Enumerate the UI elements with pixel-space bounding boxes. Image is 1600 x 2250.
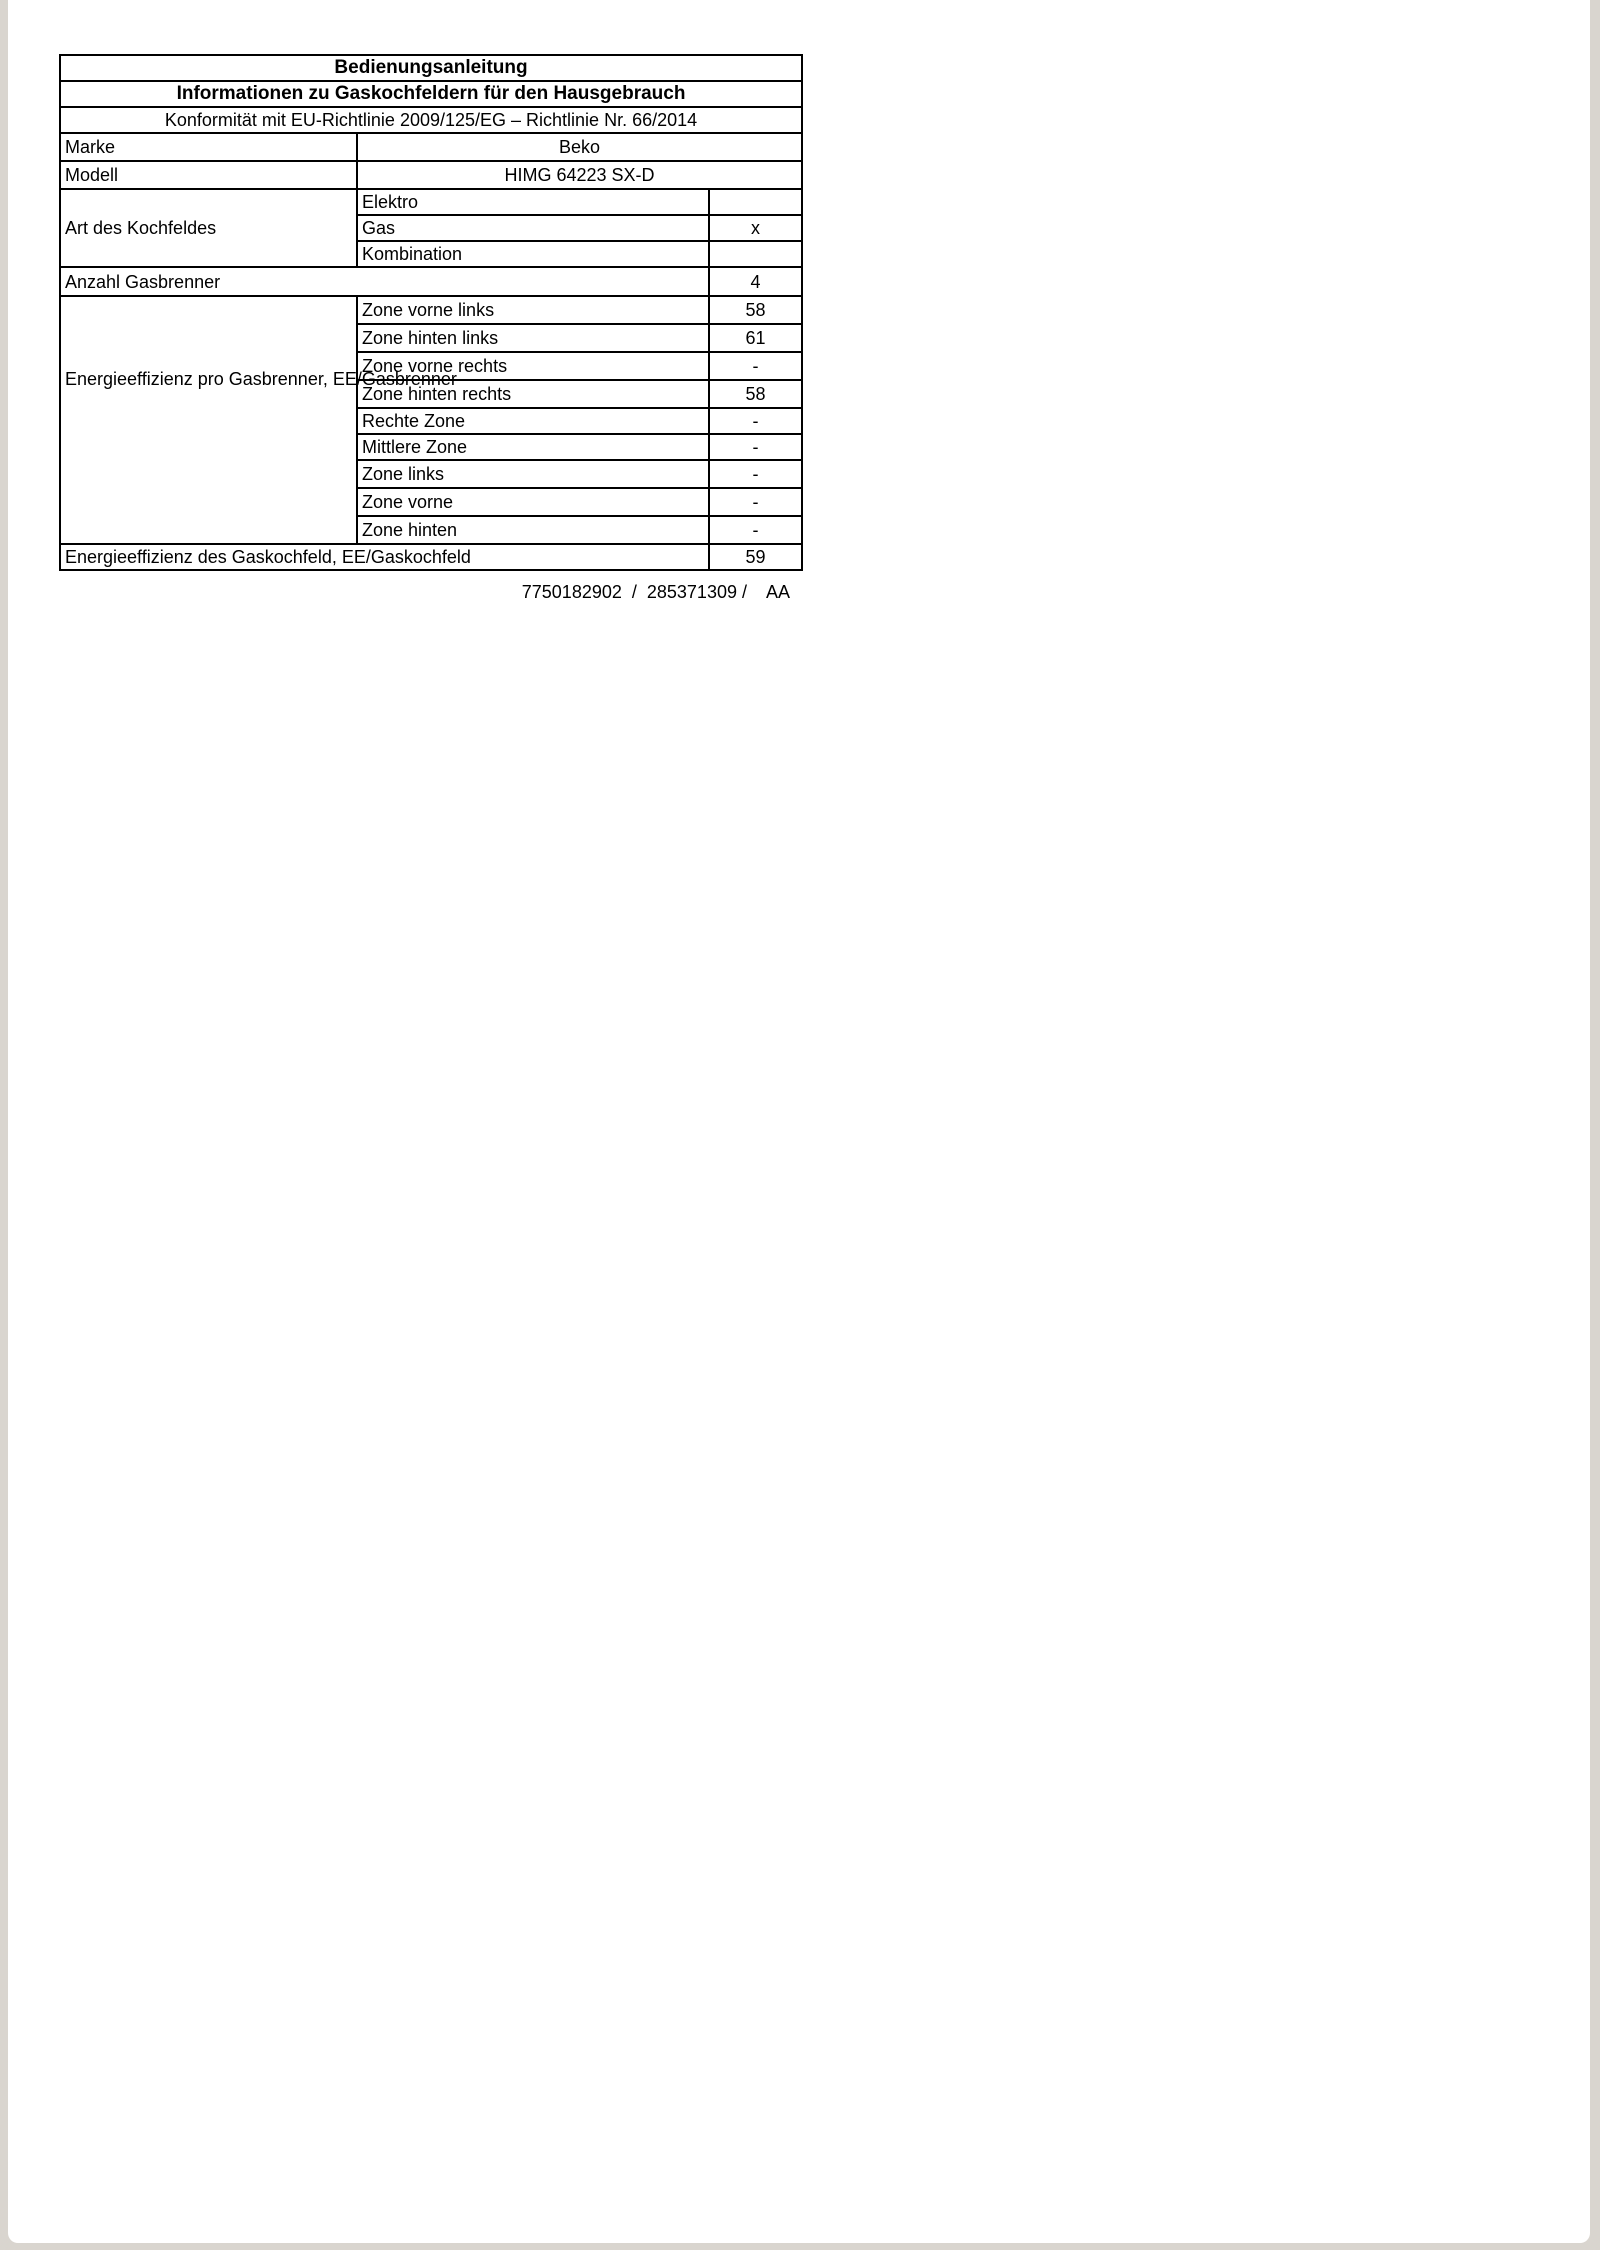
zone-value: - — [709, 488, 802, 516]
brand-row — [60, 133, 802, 161]
document-code: 7750182902 / 285371309 / AA — [521, 582, 790, 602]
zone-row — [60, 296, 802, 324]
hob-type-row — [60, 189, 802, 215]
zone-value: - — [709, 434, 802, 460]
zone-label: Rechte Zone — [357, 408, 709, 434]
efficiency-per-burner-text: Energieeffizienz pro Gasbrenner, EE/Gasbrenner — [65, 369, 457, 389]
zone-label: Zone hinten rechts — [357, 380, 709, 408]
brand-value: Beko — [357, 133, 802, 161]
conformity-text: Konformität mit EU-Richtlinie 2009/125/EG – Richtlinie Nr. 66/2014 — [60, 107, 802, 133]
zone-value: 58 — [709, 296, 802, 324]
model-row — [60, 161, 802, 189]
zone-value: - — [709, 516, 802, 544]
zone-label: Zone hinten — [357, 516, 709, 544]
zone-value: 58 — [709, 380, 802, 408]
title-row — [60, 55, 802, 81]
hob-type-option-value — [709, 189, 802, 215]
document-subtitle: Informationen zu Gaskochfeldern für den Hausgebrauch — [60, 81, 802, 107]
model-label: Modell — [60, 161, 357, 189]
subtitle-row — [60, 81, 802, 107]
hob-type-option-label: Kombination — [357, 241, 709, 267]
zone-value: - — [709, 352, 802, 380]
zone-label: Zone vorne rechts — [357, 352, 709, 380]
hob-type-label: Art des Kochfeldes — [60, 189, 357, 267]
hob-type-option-value — [709, 241, 802, 267]
zone-label: Zone vorne links — [357, 296, 709, 324]
zone-value: - — [709, 460, 802, 488]
burner-count-label: Anzahl Gasbrenner — [60, 267, 709, 296]
zone-label: Zone vorne — [357, 488, 709, 516]
document-page — [8, 0, 1590, 2243]
burner-count-value: 4 — [709, 267, 802, 296]
document-title: Bedienungsanleitung — [60, 55, 802, 81]
zone-label: Mittlere Zone — [357, 434, 709, 460]
hob-type-option-label: Gas — [357, 215, 709, 241]
zone-value: - — [709, 408, 802, 434]
hob-type-option-label: Elektro — [357, 189, 709, 215]
conformity-row — [60, 107, 802, 133]
model-value: HIMG 64223 SX-D — [357, 161, 802, 189]
efficiency-total-row — [60, 544, 802, 570]
spec-table — [59, 54, 803, 571]
hob-type-option-value: x — [709, 215, 802, 241]
efficiency-total-value: 59 — [709, 544, 802, 570]
zone-label: Zone hinten links — [357, 324, 709, 352]
burner-count-row — [60, 267, 802, 296]
efficiency-total-label: Energieeffizienz des Gaskochfeld, EE/Gaskochfeld — [60, 544, 709, 570]
brand-label: Marke — [60, 133, 357, 161]
zone-value: 61 — [709, 324, 802, 352]
spec-sheet — [59, 54, 801, 603]
zone-label: Zone links — [357, 460, 709, 488]
